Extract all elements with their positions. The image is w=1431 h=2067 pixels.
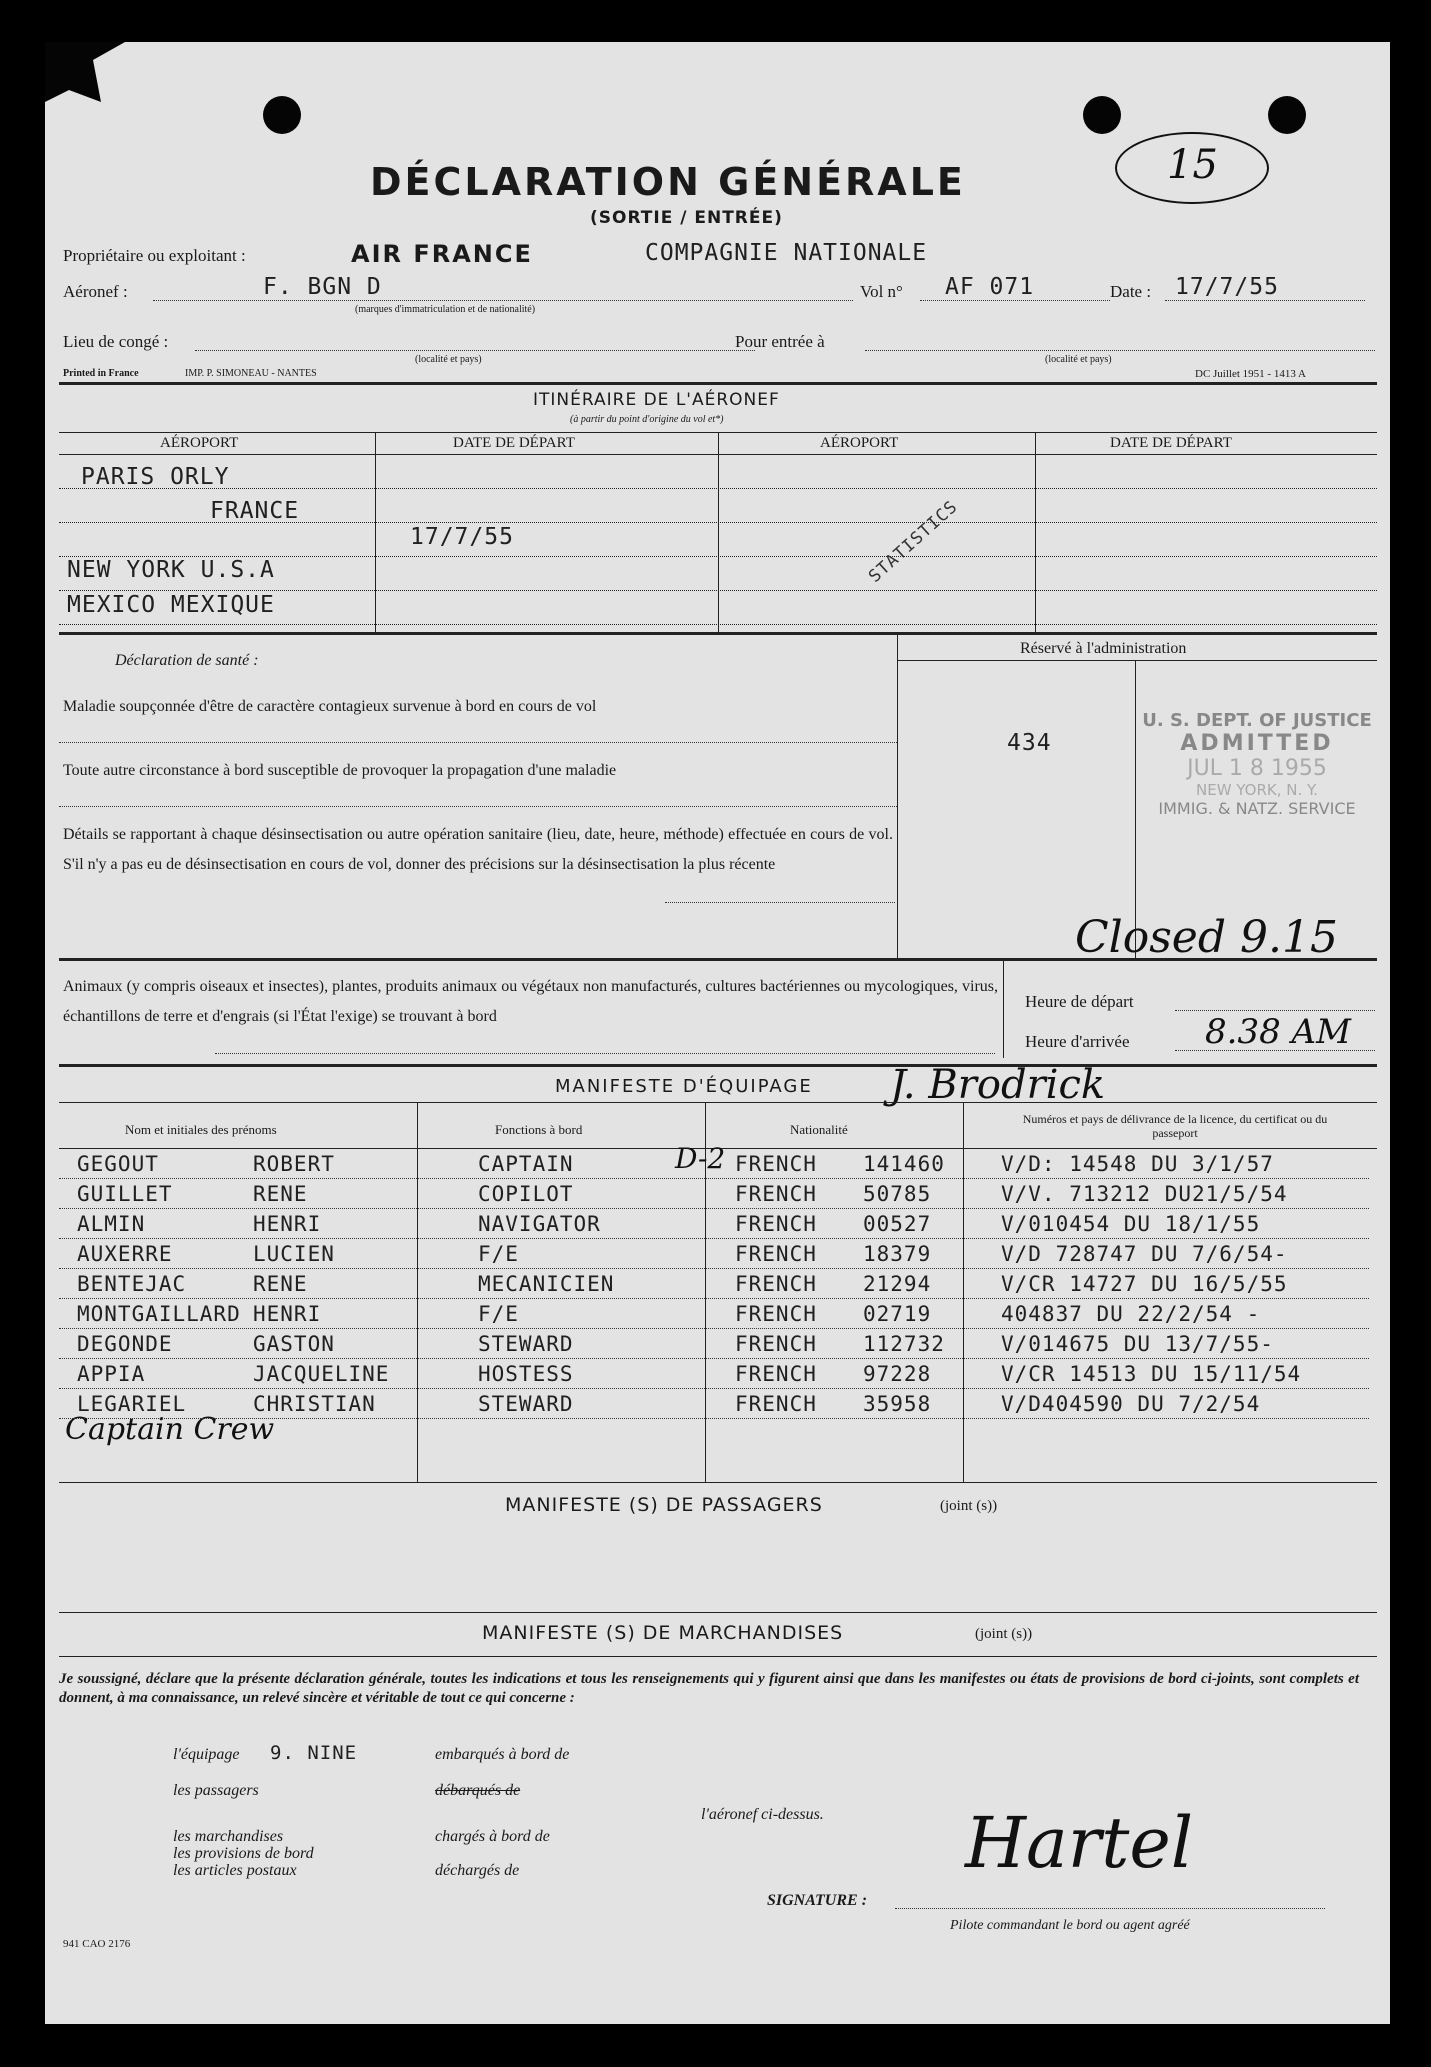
itinerary-col-1: AÉROPORT <box>160 435 239 451</box>
crew-license: V/CR 14513 DU 15/11/54 <box>1001 1362 1302 1386</box>
crew-surname: ALMIN <box>77 1212 146 1236</box>
captain-annotation: D-2 <box>675 1142 726 1175</box>
crew-first-name: CHRISTIAN <box>253 1392 376 1416</box>
form-reference: DC Juillet 1951 - 1413 A <box>1195 368 1306 380</box>
crew-manifest-signature: J. Brodrick <box>890 1062 1106 1108</box>
crew-label: l'équipage <box>173 1746 240 1763</box>
crew-count: 9. NINE <box>270 1742 358 1764</box>
itinerary-airport-1: PARIS ORLY <box>81 464 230 490</box>
owner-label: Propriétaire ou exploitant : <box>63 246 246 265</box>
crew-function: F/E <box>478 1242 519 1266</box>
crew-col-license: Numéros et pays de délivrance de la licence, du certificat ou du passeport <box>1022 1112 1328 1140</box>
admin-title: Réservé à l'administration <box>1020 640 1187 657</box>
crew-col-nationality: Nationalité <box>790 1122 848 1137</box>
crew-number: 141460 <box>863 1152 945 1176</box>
owner-value: AIR FRANCE <box>351 240 533 268</box>
departure-time-label: Heure de départ <box>1025 992 1134 1011</box>
animals-text: Animaux (y compris oiseaux et insectes), plantes, produits animaux ou végétaux non manufacturés, cultures bactériennes ou mycologiques, virus, échantillons de terre et d'engrais (si l'État l'exige) se trouvant à bord <box>63 978 998 1025</box>
disembarked-label: débarqués de <box>435 1782 521 1799</box>
health-q3: Détails se rapportant à chaque désinsectisation ou autre opération sanitaire (lieu, date, heure, méthode) effectuée en cours de vol. S'il n'y a pas eu de désinsectisation en cours de vol, donner des précisions sur la désinsectisation la plus récente <box>63 826 893 873</box>
departure-place-label: Lieu de congé : <box>63 332 169 351</box>
crew-surname: MONTGAILLARD <box>77 1302 241 1326</box>
page-number: 15 <box>1167 142 1218 188</box>
crew-nationality: FRENCH <box>735 1152 817 1176</box>
crew-nationality: FRENCH <box>735 1212 817 1236</box>
stamp-line-5: IMMIG. & NATZ. SERVICE <box>1158 799 1356 818</box>
goods-title: MANIFESTE (S) DE MARCHANDISES <box>482 1622 844 1644</box>
crew-row <box>63 1272 1390 1302</box>
locality-note-1: (localité et pays) <box>415 354 482 365</box>
crew-nationality: FRENCH <box>735 1362 817 1386</box>
embarked-label: embarqués à bord de <box>435 1746 570 1763</box>
crew-row <box>63 1152 1390 1182</box>
arrival-time-label: Heure d'arrivée <box>1025 1032 1130 1051</box>
crew-license: V/014675 DU 13/7/55- <box>1001 1332 1274 1356</box>
crew-function: HOSTESS <box>478 1362 574 1386</box>
crew-row <box>63 1182 1390 1212</box>
crew-number: 50785 <box>863 1182 932 1206</box>
crew-row <box>63 1302 1390 1332</box>
declaration-text: Je soussigné, déclare que la présente déclaration générale, toutes les indications et tous les renseignements qui y figurent ainsi que dans les manifestes ou états de provisions de bord ci-joints, sont complets et donnent, à ma connaissance, un relevé sincère et véritable de tout ce qui concerne : <box>59 1671 1359 1706</box>
itinerary-airport-1-country: FRANCE <box>210 498 300 524</box>
pilot-signature: Hartel <box>965 1802 1194 1884</box>
crew-license: V/D 728747 DU 7/6/54- <box>1001 1242 1288 1266</box>
crew-number: 35958 <box>863 1392 932 1416</box>
crew-surname: LEGARIEL <box>77 1392 187 1416</box>
crew-function: NAVIGATOR <box>478 1212 601 1236</box>
crew-surname: GUILLET <box>77 1182 173 1206</box>
crew-license: V/D404590 DU 7/2/54 <box>1001 1392 1261 1416</box>
crew-nationality: FRENCH <box>735 1242 817 1266</box>
crew-first-name: RENE <box>253 1182 308 1206</box>
page-number-circle <box>1115 132 1269 204</box>
crew-manifest-title: MANIFESTE D'ÉQUIPAGE <box>555 1076 813 1097</box>
passengers-title: MANIFESTE (S) DE PASSAGERS <box>505 1494 823 1516</box>
crew-function: F/E <box>478 1302 519 1326</box>
aircraft-note: (marques d'immatriculation et de nationalité) <box>355 304 536 315</box>
itinerary-departure-date: 17/7/55 <box>410 524 514 550</box>
crew-row <box>63 1392 1390 1422</box>
crew-first-name: RENE <box>253 1272 308 1296</box>
crew-function: STEWARD <box>478 1332 574 1356</box>
itinerary-title: ITINÉRAIRE DE L'AÉRONEF <box>533 390 780 410</box>
crew-row <box>63 1332 1390 1362</box>
passengers-suffix: (joint (s)) <box>940 1498 998 1514</box>
crew-function: MECANICIEN <box>478 1272 615 1296</box>
unloaded-label: déchargés de <box>435 1862 520 1879</box>
punch-hole-right <box>1268 96 1306 134</box>
form-subtitle: (SORTIE / ENTRÉE) <box>590 208 783 228</box>
stamp-line-4: NEW YORK, N. Y. <box>1196 781 1318 799</box>
crew-number: 18379 <box>863 1242 932 1266</box>
immigration-stamp <box>1137 710 1377 890</box>
crew-number: 97228 <box>863 1362 932 1386</box>
crew-nationality: FRENCH <box>735 1332 817 1356</box>
crew-nationality: FRENCH <box>735 1182 817 1206</box>
crew-function: COPILOT <box>478 1182 574 1206</box>
crew-surname: APPIA <box>77 1362 146 1386</box>
crew-number: 21294 <box>863 1272 932 1296</box>
stamp-line-3: JUL 1 8 1955 <box>1187 756 1327 781</box>
goods-suffix: (joint (s)) <box>975 1626 1033 1642</box>
stamp-line-1: U. S. DEPT. OF JUSTICE <box>1142 710 1372 731</box>
crew-col-function: Fonctions à bord <box>495 1122 583 1137</box>
crew-nationality: FRENCH <box>735 1272 817 1296</box>
health-title: Déclaration de santé : <box>115 652 259 669</box>
date-value: 17/7/55 <box>1175 274 1279 300</box>
crew-number: 02719 <box>863 1302 932 1326</box>
locality-note-2: (localité et pays) <box>1045 354 1112 365</box>
crew-first-name: JACQUELINE <box>253 1362 390 1386</box>
crew-row <box>63 1212 1390 1242</box>
crew-nationality: FRENCH <box>735 1302 817 1326</box>
statistics-stamp: STATISTICS <box>865 496 962 587</box>
crew-handwritten-note: Captain Crew <box>65 1412 275 1447</box>
crew-license: V/CR 14727 DU 16/5/55 <box>1001 1272 1288 1296</box>
printer: IMP. P. SIMONEAU - NANTES <box>185 368 317 379</box>
crew-number: 112732 <box>863 1332 945 1356</box>
itinerary-airport-2: NEW YORK U.S.A <box>67 557 275 583</box>
crew-number: 00527 <box>863 1212 932 1236</box>
crew-row <box>63 1362 1390 1392</box>
itinerary-col-2: DATE DE DÉPART <box>453 435 575 451</box>
crew-license: V/D: 14548 DU 3/1/57 <box>1001 1152 1274 1176</box>
crew-first-name: HENRI <box>253 1212 322 1236</box>
torn-corner <box>45 42 125 102</box>
crew-surname: DEGONDE <box>77 1332 173 1356</box>
crew-license: 404837 DU 22/2/54 - <box>1001 1302 1261 1326</box>
provisions-label: les provisions de bord <box>173 1845 314 1862</box>
loaded-label: chargés à bord de <box>435 1828 550 1845</box>
signature-label: SIGNATURE : <box>767 1892 868 1909</box>
entry-label: Pour entrée à <box>735 332 825 351</box>
crew-first-name: ROBERT <box>253 1152 335 1176</box>
arrival-time-value: 8.38 AM <box>1205 1012 1351 1052</box>
crew-first-name: HENRI <box>253 1302 322 1326</box>
aircraft-above-label: l'aéronef ci-dessus. <box>701 1806 824 1823</box>
printed-in: Printed in France <box>63 368 139 379</box>
health-q1: Maladie soupçonnée d'être de caractère contagieux survenue à bord en cours de vol <box>63 698 597 715</box>
form-footer: 941 CAO 2176 <box>63 1938 131 1950</box>
punch-hole-left <box>263 96 301 134</box>
date-label: Date : <box>1110 282 1152 301</box>
crew-first-name: LUCIEN <box>253 1242 335 1266</box>
aircraft-value: F. BGN D <box>263 274 382 300</box>
stamp-line-2: ADMITTED <box>1180 731 1334 756</box>
declaration-form <box>45 42 1390 2024</box>
crew-col-name: Nom et initiales des prénoms <box>125 1122 277 1137</box>
crew-surname: BENTEJAC <box>77 1272 187 1296</box>
admin-signature: Closed 9.15 <box>1075 912 1338 963</box>
passengers-label: les passagers <box>173 1782 259 1799</box>
crew-surname: AUXERRE <box>77 1242 173 1266</box>
crew-license: V/010454 DU 18/1/55 <box>1001 1212 1261 1236</box>
crew-surname: GEGOUT <box>77 1152 159 1176</box>
flight-label: Vol n° <box>860 282 903 301</box>
punch-hole-center <box>1083 96 1121 134</box>
crew-function: STEWARD <box>478 1392 574 1416</box>
itinerary-airport-3: MEXICO MEXIQUE <box>67 592 275 618</box>
signature-caption: Pilote commandant le bord ou agent agréé <box>950 1918 1190 1933</box>
crew-function: CAPTAIN <box>478 1152 574 1176</box>
flight-value: AF 071 <box>945 274 1035 300</box>
mail-label: les articles postaux <box>173 1862 297 1879</box>
admin-number: 434 <box>1007 730 1052 756</box>
health-q2: Toute autre circonstance à bord susceptible de provoquer la propagation d'une maladie <box>63 762 617 779</box>
crew-first-name: GASTON <box>253 1332 335 1356</box>
aircraft-label: Aéronef : <box>63 282 128 301</box>
crew-license: V/V. 713212 DU21/5/54 <box>1001 1182 1288 1206</box>
crew-nationality: FRENCH <box>735 1392 817 1416</box>
crew-row <box>63 1242 1390 1272</box>
itinerary-subtitle: (à partir du point d'origine du vol et*) <box>570 414 724 425</box>
itinerary-col-3: AÉROPORT <box>820 435 899 451</box>
owner-value-2: COMPAGNIE NATIONALE <box>645 240 928 266</box>
goods-label: les marchandises <box>173 1828 284 1845</box>
form-title: DÉCLARATION GÉNÉRALE <box>370 160 966 204</box>
itinerary-col-4: DATE DE DÉPART <box>1110 435 1232 451</box>
